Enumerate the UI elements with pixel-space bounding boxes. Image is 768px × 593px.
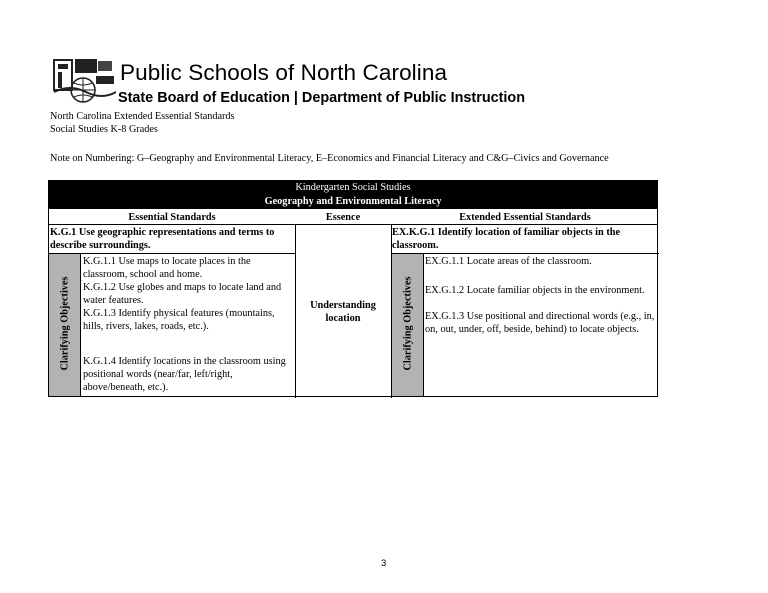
essence-text: Understanding location <box>310 300 376 324</box>
divider <box>80 254 81 396</box>
numbering-note: Note on Numbering: G–Geography and Environmental Literacy, E–Economics and Financial Literacy and C&G–Civics and Governance <box>50 153 609 164</box>
col-header-essence: Essence <box>325 212 361 223</box>
objective-item: K.G.1.3 Identify physical features (mountains, hills, rivers, lakes, roads, etc.). <box>83 308 275 332</box>
divider <box>391 253 659 254</box>
doc-title: North Carolina Extended Essential Standards <box>50 111 235 122</box>
objective-item: K.G.1.1 Use maps to locate places in the classroom, school and home. <box>83 256 251 280</box>
side-label-right: Clarifying Objectives <box>402 276 414 371</box>
extended-objective-item: EX.G.1.3 Use positional and directional words (e.g., in, on, out, under, off, beside, behind) to locate objects. <box>425 311 655 335</box>
objective-item: K.G.1.4 Identify locations in the classroom using positional words (near/far, left/right, above/beneath, etc.). <box>83 356 286 393</box>
objective-item: K.G.1.2 Use globes and maps to locate land and water features. <box>83 282 282 306</box>
table-title-band <box>49 181 657 209</box>
doc-subtitle: Social Studies K-8 Grades <box>50 124 158 135</box>
col-header-essential: Essential Standards <box>128 212 216 223</box>
extended-objective-item: EX.G.1.2 Locate familiar objects in the environment. <box>425 285 645 296</box>
col-header-extended: Extended Essential Standards <box>459 212 591 223</box>
divider <box>423 254 424 396</box>
essential-standard: K.G.1 Use geographic representations and terms to describe surroundings. <box>50 227 275 251</box>
divider <box>49 224 657 225</box>
dpi-logo <box>50 56 116 104</box>
standards-table <box>48 180 658 397</box>
strand-title: Geography and Environmental Literacy <box>264 196 442 207</box>
brand-subtitle: State Board of Education | Department of Public Instruction <box>118 90 525 106</box>
page-number: 3 <box>381 558 387 569</box>
divider <box>295 224 296 398</box>
extended-objective-item: EX.G.1.1 Locate areas of the classroom. <box>425 256 592 267</box>
brand-title: Public Schools of North Carolina <box>120 60 448 85</box>
divider <box>49 253 295 254</box>
grade-title: Kindergarten Social Studies <box>295 182 411 193</box>
side-label-left: Clarifying Objectives <box>59 276 71 371</box>
extended-standard: EX.K.G.1 Identify location of familiar objects in the classroom. <box>392 227 621 251</box>
